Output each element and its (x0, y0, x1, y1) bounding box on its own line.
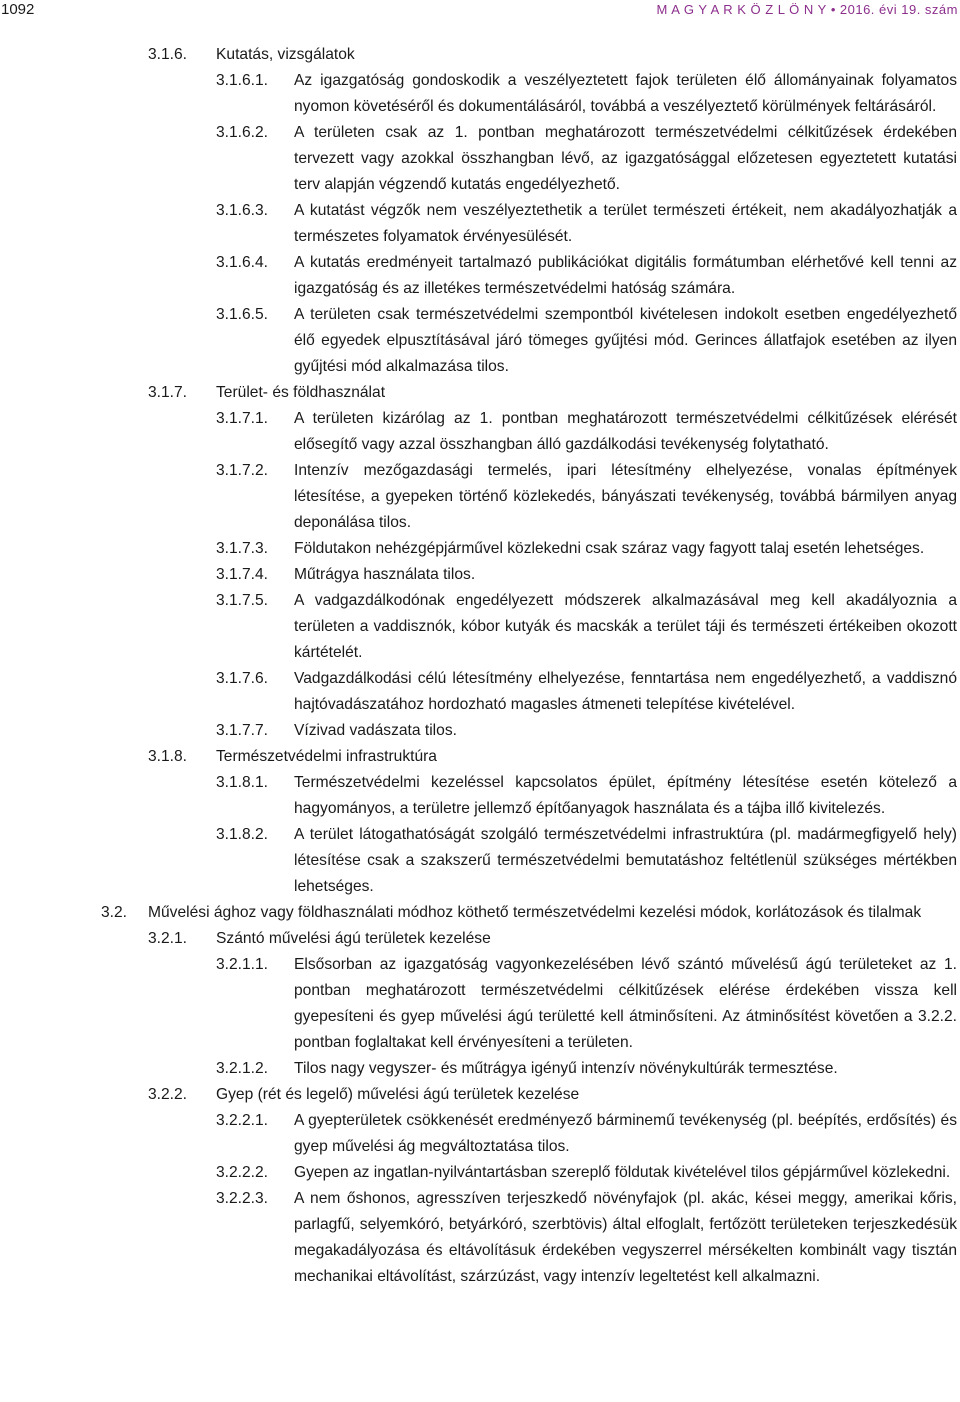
section-heading (0, 42, 960, 68)
section-text: Tilos nagy vegyszer- és műtrágya igényű intenzív növénykultúrák termesztése. (294, 1060, 838, 1077)
section-number: 3.1.6.5. (216, 306, 269, 323)
issue-label: 2016. évi 19. szám (839, 2, 958, 17)
section-text: Az igazgatóság gondoskodik a veszélyeztetett fajok területen élő állományainak folyamatos nyomon követéséről és dokumentálásáról, továbbá a veszélyeztető körülmények feltárásáról. (294, 72, 957, 115)
provision-item (0, 770, 960, 822)
provision-item (0, 822, 960, 900)
section-text: Természetvédelmi infrastruktúra (216, 748, 437, 765)
provision-item (0, 666, 960, 718)
document-body (0, 42, 960, 1290)
section-text: A területen csak természetvédelmi szempontból kivételesen indokolt esetben engedélyezhető élő egyedek elpusztításával járó tömeges gyűjtési mód. Gerinces állatfajok esetében az ilyen gyűjtési mód alkalmazása tilos. (294, 306, 957, 375)
section-heading (0, 900, 960, 926)
provision-item (0, 1160, 960, 1186)
section-text: Elsősorban az igazgatóság vagyonkezelésében lévő szántó művelésű ágú területeket az 1. pontban meghatározott természetvédelmi célkitűzések elérése érdekében vissza kell gyepesíteni és gyep művelési ágú területté kell átminősíteni. Az átminősítést követően a 3.2.2. pontban foglaltakat kell érvényesíteni a területen. (294, 956, 957, 1051)
provision-item (0, 250, 960, 302)
section-text: Földutakon nehézgépjárművel közlekedni csak száraz vagy fagyott talaj esetén lehetséges. (294, 540, 925, 557)
provision-item (0, 718, 960, 744)
provision-item (0, 458, 960, 536)
provision-item (0, 1186, 960, 1290)
section-number: 3.1.8.1. (216, 774, 269, 791)
provision-item (0, 68, 960, 120)
page-header (0, 0, 960, 30)
section-number: 3.2.1.2. (216, 1060, 269, 1077)
section-number: 3.2.2.2. (216, 1164, 269, 1181)
provision-item (0, 120, 960, 198)
section-text: A területen csak az 1. pontban meghatározott természetvédelmi célkitűzések érdekében tervezett vagy azokkal összhangban lévő, az igazgatósággal előzetesen egyeztetett kutatási terv alapján végzendő kutatás engedélyezhető. (294, 124, 957, 193)
section-text: Szántó művelési ágú területek kezelése (216, 930, 491, 947)
section-number: 3.1.6.1. (216, 72, 269, 89)
section-number: 3.1.7.1. (216, 410, 269, 427)
section-text: A terület látogathatóságát szolgáló természetvédelmi infrastruktúra (pl. madármegfigyelő hely) létesítése csak a szakszerű természetvédelmi bemutatáshoz feltétlenül szükséges mértékben lehetséges. (294, 826, 957, 895)
section-text: Gyepen az ingatlan-nyilvántartásban szereplő földutak kivételével tilos gépjárművel közlekedni. (294, 1164, 951, 1181)
section-text: Kutatás, vizsgálatok (216, 46, 355, 63)
provision-item (0, 562, 960, 588)
section-text: Műtrágya használata tilos. (294, 566, 476, 583)
section-text: A vadgazdálkodónak engedélyezett módszerek alkalmazásával meg kell akadályoznia a területen a vaddisznók, kóbor kutyák és macskák a terület táji és természeti értékeiben okozott kártételét. (294, 592, 957, 661)
provision-item (0, 302, 960, 380)
section-number: 3.2.2. (148, 1086, 188, 1103)
section-text: A kutatás eredményeit tartalmazó publikációkat digitális formátumban elérhetővé kell tenni az igazgatóság és az illetékes természetvédelmi hatóság számára. (294, 254, 957, 297)
section-text: Terület- és földhasználat (216, 384, 386, 401)
provision-item (0, 198, 960, 250)
section-number: 3.1.6.3. (216, 202, 269, 219)
provision-item (0, 588, 960, 666)
section-text: A nem őshonos, agresszíven terjeszkedő növényfajok (pl. akác, kései meggy, amerikai kőris, parlagfű, selyemkóró, betyárkóró, szerbtövis) által elfoglalt, fertőzött területeken terjeszkedésük megakadályozása és eltávolításuk érdekében vegyszerrel mérsékelten kombinált vagy tisztán mechanikai eltávolítást, szárzúzást, vagy intenzív legeltetést kell alkalmazni. (294, 1190, 957, 1285)
section-text: Természetvédelmi kezeléssel kapcsolatos épület, építmény létesítése esetén kötelező a hagyományos, a területre jellemző építőanyagok használata és a tájba illő kivitelezés. (294, 774, 957, 817)
section-number: 3.1.8. (148, 748, 188, 765)
section-heading (0, 926, 960, 952)
bullet-separator: • (830, 2, 836, 17)
section-number: 3.1.6.2. (216, 124, 269, 141)
running-head (657, 2, 958, 17)
section-number: 3.1.8.2. (216, 826, 269, 843)
section-number: 3.2. (101, 904, 128, 921)
provision-item (0, 1108, 960, 1160)
section-text: Művelési ághoz vagy földhasználati módhoz köthető természetvédelmi kezelési módok, korlátozások és tilalmak (148, 904, 922, 921)
section-text: A kutatást végzők nem veszélyeztethetik a terület természeti értékeit, nem akadályozhatják a természetes folyamatok érvényesülését. (294, 202, 957, 245)
section-number: 3.1.7. (148, 384, 188, 401)
section-number: 3.2.1. (148, 930, 188, 947)
provision-item (0, 952, 960, 1056)
section-number: 3.1.7.5. (216, 592, 269, 609)
section-number: 3.1.7.7. (216, 722, 269, 739)
section-heading (0, 1082, 960, 1108)
provision-item (0, 406, 960, 458)
section-number: 3.1.7.6. (216, 670, 269, 687)
provision-item (0, 536, 960, 562)
section-number: 3.1.6.4. (216, 254, 269, 271)
section-number: 3.1.7.2. (216, 462, 269, 479)
section-number: 3.2.2.1. (216, 1112, 269, 1129)
page-number: 1092 (1, 1, 35, 18)
provision-item (0, 1056, 960, 1082)
section-heading (0, 380, 960, 406)
section-text: Vadgazdálkodási célú létesítmény elhelyezése, fenntartása nem engedélyezhető, a vaddisznó hajtóvadászatához hordozható magasles átmeneti telepítése kivételével. (294, 670, 957, 713)
section-number: 3.1.7.4. (216, 566, 269, 583)
section-text: Vízivad vadászata tilos. (294, 722, 457, 739)
section-number: 3.2.2.3. (216, 1190, 269, 1207)
section-number: 3.1.6. (148, 46, 188, 63)
section-heading (0, 744, 960, 770)
section-text: Gyep (rét és legelő) művelési ágú területek kezelése (216, 1086, 580, 1103)
section-number: 3.2.1.1. (216, 956, 269, 973)
section-text: Intenzív mezőgazdasági termelés, ipari létesítmény elhelyezése, vonalas építmények létesítése, a gyepeken történő közlekedés, bányászati tevékenység, továbbá bármilyen anyag deponálása tilos. (294, 462, 957, 531)
section-text: A területen kizárólag az 1. pontban meghatározott természetvédelmi célkitűzések elérését elősegítő vagy azzal összhangban álló gazdálkodási tevékenység folytatható. (294, 410, 957, 453)
section-text: A gyepterületek csökkenését eredményező bárminemű tevékenység (pl. beépítés, erdősítés) és gyep művelési ág megváltoztatása tilos. (294, 1112, 957, 1155)
section-number: 3.1.7.3. (216, 540, 269, 557)
journal-title: M A G Y A R K Ö Z L Ö N Y (656, 2, 827, 17)
